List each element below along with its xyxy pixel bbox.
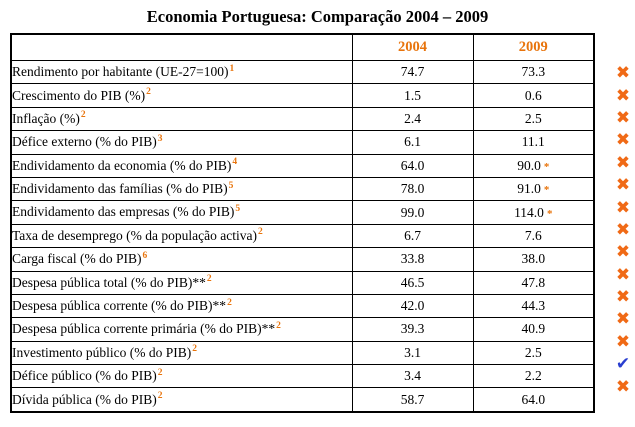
cell-value-2004: 46.5	[352, 271, 473, 294]
marks-header-spacer	[603, 33, 635, 62]
row-label	[11, 107, 352, 130]
table-row	[11, 131, 594, 154]
cell-value-2009	[473, 318, 594, 341]
row-footnote-marker: 2	[146, 87, 151, 97]
cell-value-2004: 1.5	[352, 84, 473, 107]
table-row	[11, 154, 594, 177]
row-label-text: Despesa pública corrente primária (% do PIB)**	[12, 321, 276, 337]
cell-value-2004: 58.7	[352, 388, 473, 412]
row-label	[11, 61, 352, 84]
cell-value-2009-text: 7.6	[524, 227, 542, 243]
row-footnote-marker: 5	[235, 203, 241, 214]
cell-value-2009	[473, 294, 594, 317]
row-label	[11, 271, 352, 294]
cell-value-2009	[473, 84, 594, 107]
cell-value-2009-text: 0.6	[524, 87, 542, 103]
cross-icon: ✖	[615, 152, 631, 173]
row-footnote-marker: 4	[232, 157, 238, 168]
cell-value-2009-text: 114.0	[514, 204, 544, 220]
cell-value-2004: 39.3	[352, 318, 473, 341]
column-header-indicator	[11, 34, 352, 61]
table-header-row	[11, 34, 594, 61]
cell-value-2004: 2.4	[352, 107, 473, 130]
row-footnote-marker: 2	[227, 297, 232, 308]
row-label	[11, 154, 352, 177]
cross-icon: ✖	[615, 107, 631, 128]
cell-value-2009-text: 2.5	[524, 110, 542, 126]
cell-value-2009-text: 2.5	[524, 344, 542, 360]
cross-icon: ✖	[615, 85, 631, 106]
row-footnote-marker: 6	[142, 250, 148, 261]
row-label	[11, 131, 352, 154]
row-footnote-marker: 2	[192, 344, 197, 355]
cross-icon: ✖	[615, 287, 631, 308]
cell-value-2004: 99.0	[352, 201, 473, 224]
table-row	[11, 388, 594, 412]
row-footnote-marker: 2	[157, 367, 163, 378]
column-header-2004: 2004	[352, 34, 473, 61]
cell-value-2009-text: 44.3	[521, 298, 546, 314]
row-label-text: Despesa pública total (% do PIB)**	[12, 274, 206, 290]
cross-icon: ✖	[615, 376, 631, 397]
cross-icon: ✖	[615, 264, 631, 285]
cell-value-2009	[473, 248, 594, 271]
table-body	[11, 61, 594, 412]
cell-value-2009	[473, 201, 594, 224]
cell-value-2009-text: 64.0	[521, 391, 546, 407]
check-icon: ✔	[615, 354, 631, 375]
cross-icon: ✖	[615, 242, 631, 263]
table-row	[11, 318, 594, 341]
row-footnote-marker: 3	[157, 133, 163, 144]
cell-value-2009-text: 90.0	[517, 157, 541, 173]
table-row	[11, 341, 594, 364]
row-label-text: Despesa pública corrente (% do PIB)**	[12, 298, 227, 314]
cross-icon: ✖	[615, 309, 631, 330]
cross-icon: ✖	[615, 130, 631, 151]
cell-value-2009	[473, 224, 594, 247]
row-footnote-marker: 2	[80, 110, 86, 121]
cell-value-2009-text: 73.3	[521, 64, 546, 80]
row-label	[11, 248, 352, 271]
table-row	[11, 177, 594, 200]
table-row	[11, 224, 594, 247]
row-label-text: Carga fiscal (% do PIB)	[12, 251, 142, 267]
cell-value-2004: 3.4	[352, 365, 473, 388]
cell-asterisk-marker: *	[543, 184, 550, 197]
row-footnote-marker: 2	[276, 320, 281, 331]
row-footnote-marker: 5	[228, 180, 234, 191]
cell-value-2009	[473, 154, 594, 177]
status-marks-column	[603, 33, 635, 398]
row-label	[11, 201, 352, 224]
row-label-text: Inflação (%)	[12, 110, 80, 126]
row-label-text: Dívida pública (% do PIB)	[12, 391, 157, 407]
row-label	[11, 365, 352, 388]
cross-icon: ✖	[615, 63, 631, 84]
table-row	[11, 294, 594, 317]
marks-list	[603, 62, 635, 398]
table-row	[11, 107, 594, 130]
comparison-table	[10, 33, 595, 413]
table-row	[11, 271, 594, 294]
cell-value-2009-text: 40.9	[521, 321, 546, 337]
row-label	[11, 388, 352, 412]
cell-value-2004: 6.1	[352, 131, 473, 154]
cell-value-2009	[473, 177, 594, 200]
row-label-text: Endividamento da economia (% do PIB)	[12, 157, 232, 173]
table-header	[11, 34, 594, 61]
cell-value-2009-text: 47.8	[521, 274, 546, 290]
row-label-text: Endividamento das famílias (% do PIB)	[12, 181, 228, 197]
cell-value-2004: 33.8	[352, 248, 473, 271]
table-row	[11, 84, 594, 107]
row-label-text: Défice externo (% do PIB)	[12, 134, 157, 150]
cross-icon: ✖	[615, 219, 631, 240]
cell-value-2009	[473, 388, 594, 412]
cell-value-2009	[473, 365, 594, 388]
table-row	[11, 61, 594, 84]
row-footnote-marker: 2	[257, 227, 263, 238]
row-label	[11, 224, 352, 247]
row-label-text: Défice público (% do PIB)	[12, 368, 157, 384]
cell-asterisk-marker: *	[543, 160, 550, 173]
row-label-text: Endividamento das empresas (% do PIB)	[12, 204, 235, 220]
page-title: Economia Portuguesa: Comparação 2004 – 2009	[146, 7, 489, 26]
cell-value-2009	[473, 131, 594, 154]
cell-value-2004: 74.7	[352, 61, 473, 84]
row-label	[11, 177, 352, 200]
cell-value-2009	[473, 271, 594, 294]
cross-icon: ✖	[615, 331, 631, 352]
cell-value-2004: 64.0	[352, 154, 473, 177]
table-row	[11, 248, 594, 271]
cell-value-2009-text: 91.0	[517, 181, 541, 197]
row-footnote-marker: 2	[157, 391, 163, 402]
cell-value-2004: 42.0	[352, 294, 473, 317]
table-row	[11, 201, 594, 224]
row-label-text: Rendimento por habitante (UE-27=100)	[12, 64, 229, 80]
cell-value-2009-text: 11.1	[521, 134, 545, 150]
cell-asterisk-marker: *	[546, 207, 553, 220]
table-row	[11, 365, 594, 388]
column-header-2009: 2009	[473, 34, 594, 61]
comparison-table-wrapper	[10, 33, 631, 413]
row-label	[11, 84, 352, 107]
cross-icon: ✖	[615, 175, 631, 196]
cell-value-2009-text: 2.2	[524, 368, 542, 384]
row-label-text: Crescimento do PIB (%)	[12, 87, 146, 103]
cell-value-2004: 3.1	[352, 341, 473, 364]
cell-value-2009-text: 38.0	[521, 251, 546, 267]
row-label	[11, 341, 352, 364]
cell-value-2009	[473, 341, 594, 364]
cross-icon: ✖	[615, 197, 631, 218]
row-label	[11, 318, 352, 341]
row-label-text: Investimento público (% do PIB)	[12, 344, 192, 360]
row-label	[11, 294, 352, 317]
row-footnote-marker: 2	[206, 274, 212, 285]
cell-value-2004: 78.0	[352, 177, 473, 200]
row-footnote-marker: 1	[229, 63, 235, 74]
row-label-text: Taxa de desemprego (% da população activa)	[12, 227, 257, 243]
cell-value-2009	[473, 61, 594, 84]
cell-value-2009	[473, 107, 594, 130]
cell-value-2004: 6.7	[352, 224, 473, 247]
